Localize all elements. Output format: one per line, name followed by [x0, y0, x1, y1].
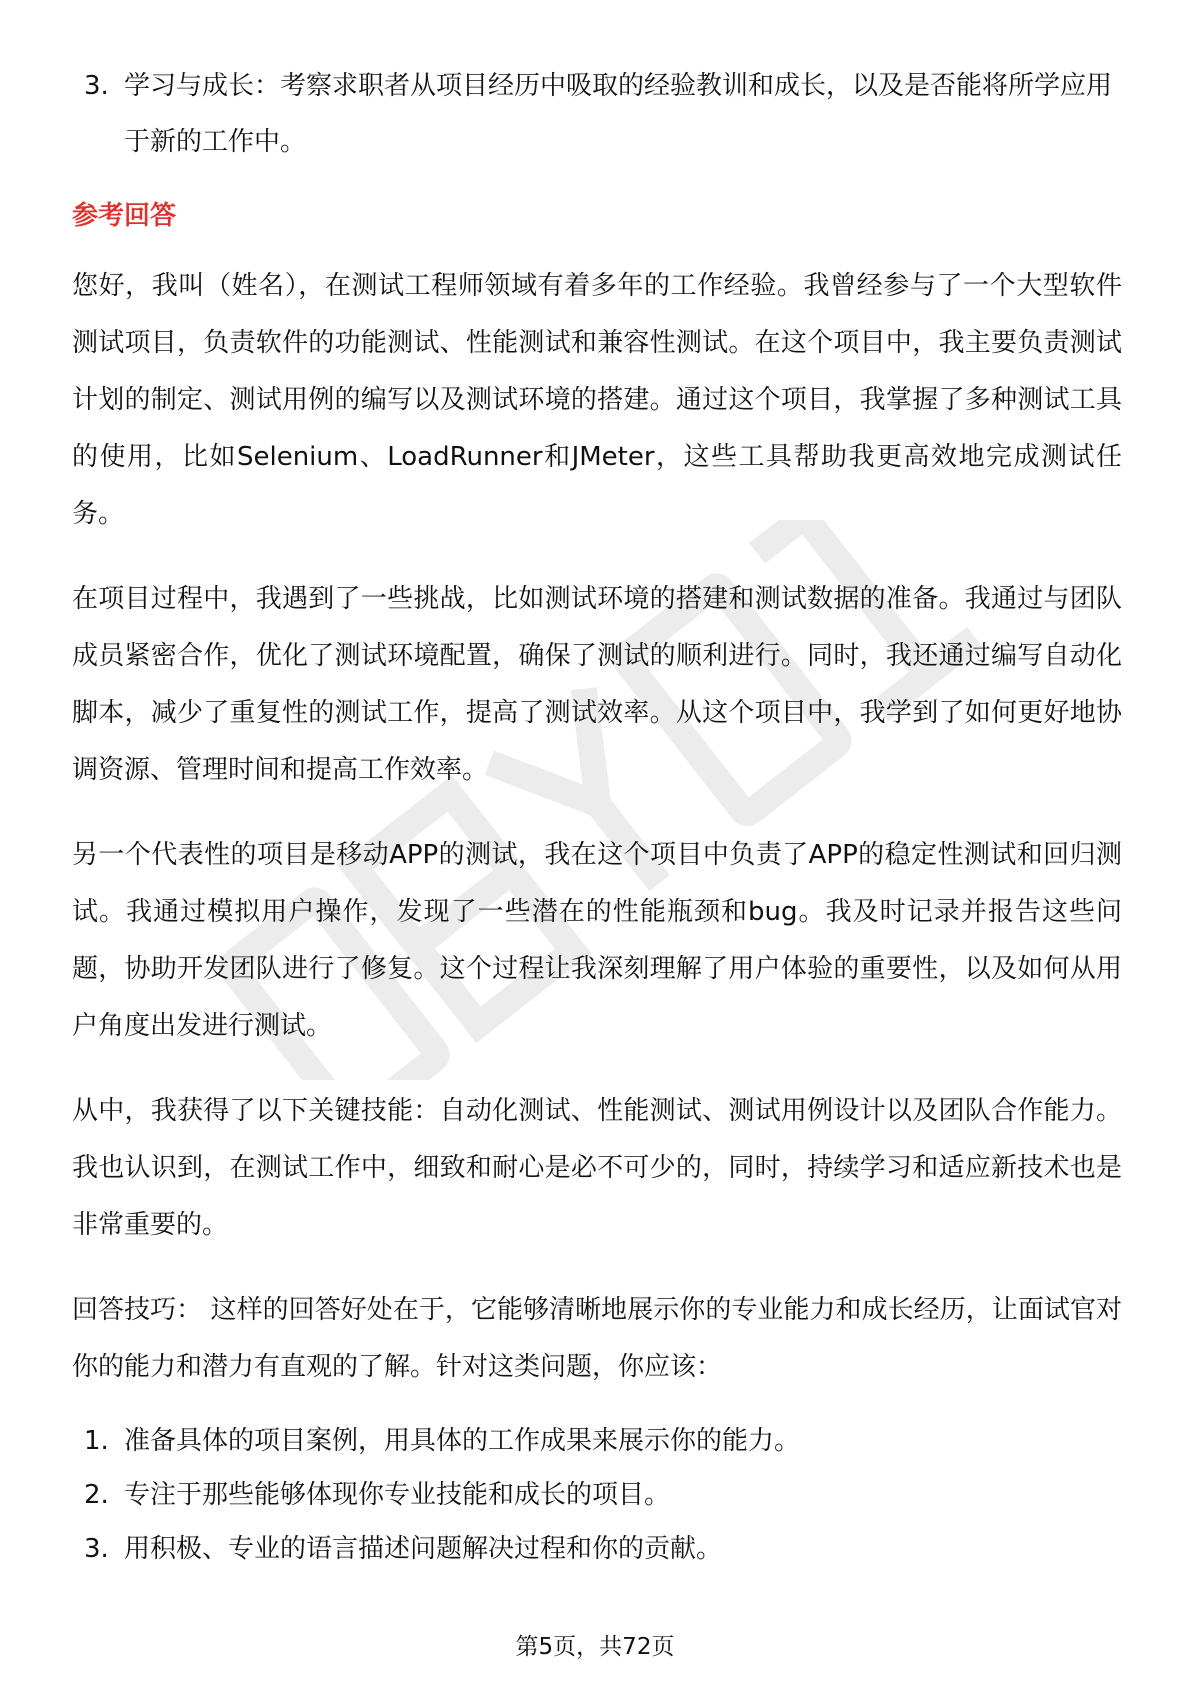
top-list [72, 58, 1122, 170]
list-item [72, 1414, 1122, 1468]
paragraph: 在项目过程中，我遇到了一些挑战，比如测试环境的搭建和测试数据的准备。我通过与团队成员紧密合作，优化了测试环境配置，确保了测试的顺利进行。同时，我还通过编写自动化脚本，减少了重复性的测试工作，提高了测试效率。从这个项目中，我学到了如何更好地协调资源、管理时间和提高工作效率。 [72, 584, 1122, 785]
list-item [72, 1468, 1122, 1522]
page-number-footer: 第5页，共72页 [515, 1634, 675, 1660]
list-item-text: 学习与成长：考察求职者从项目经历中吸取的经验教训和成长，以及是否能将所学应用于新的工作中。 [124, 71, 1113, 157]
main-content [72, 58, 1122, 1576]
list-item-text: 专注于那些能够体现你专业技能和成长的项目。 [124, 1480, 671, 1510]
list-item-number: 1. [84, 1426, 109, 1456]
paragraph: 您好，我叫（姓名），在测试工程师领域有着多年的工作经验。我曾经参与了一个大型软件测试项目，负责软件的功能测试、性能测试和兼容性测试。在这个项目中，我主要负责测试计划的制定、测试用例的编写以及测试环境的搭建。通过这个项目，我掌握了多种测试工具的使用，比如Selenium、LoadRunner和JMeter，这些工具帮助我更高效地完成测试任务。 [72, 271, 1122, 529]
list-item [72, 1522, 1122, 1576]
paragraph: 从中，我获得了以下关键技能：自动化测试、性能测试、测试用例设计以及团队合作能力。我也认识到，在测试工作中，细致和耐心是必不可少的，同时，持续学习和适应新技术也是非常重要的。 [72, 1096, 1122, 1240]
list-item-number: 3. [84, 71, 109, 101]
tips-list [72, 1414, 1122, 1576]
paragraph: 另一个代表性的项目是移动APP的测试，我在这个项目中负责了APP的稳定性测试和回归测试。我通过模拟用户操作，发现了一些潜在的性能瓶颈和bug。我及时记录并报告这些问题，协助开发团队进行了修复。这个过程让我深刻理解了用户体验的重要性，以及如何从用户角度出发进行测试。 [72, 840, 1122, 1041]
list-item-text: 准备具体的项目案例，用具体的工作成果来展示你的能力。 [124, 1426, 801, 1456]
list-item-text: 用积极、专业的语言描述问题解决过程和你的贡献。 [124, 1534, 723, 1564]
list-item-number: 2. [84, 1480, 109, 1510]
section-title: 参考回答 [72, 201, 177, 231]
list-item-number: 3. [84, 1534, 109, 1564]
list-item [72, 58, 1122, 170]
answer-tips-paragraph: 回答技巧： 这样的回答好处在于，它能够清晰地展示你的专业能力和成长经历，让面试官对你的能力和潜力有直观的了解。针对这类问题，你应该： [72, 1295, 1122, 1382]
